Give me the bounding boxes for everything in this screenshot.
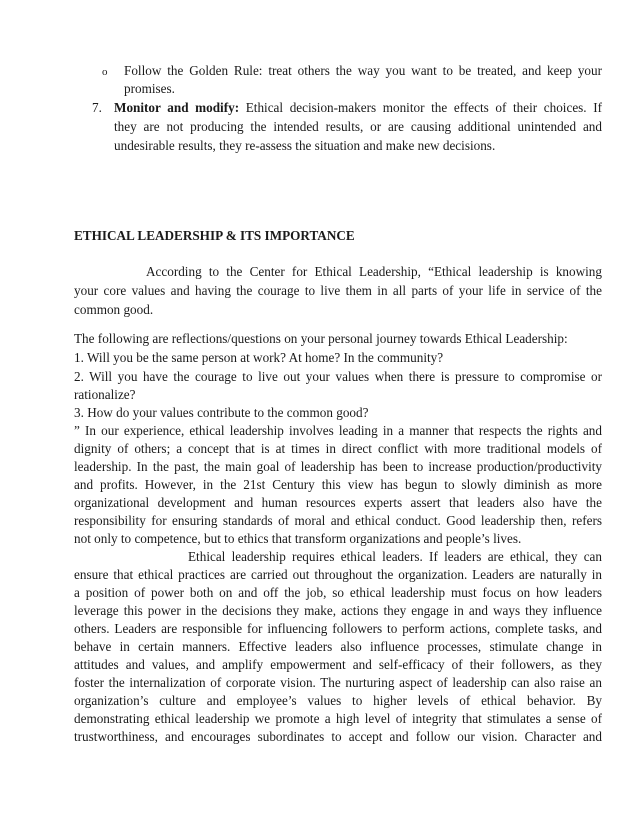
body-line: ” In our experience, ethical leadership involves leading in a manner that respects the rights and (74, 423, 602, 438)
body-line: rationalize? (74, 387, 136, 402)
body-line: foster the internalization of corporate vision. The nurturing aspect of leadership can also raise an (74, 675, 602, 690)
item7-label: Monitor and modify: (114, 100, 240, 115)
body-line: 2. Will you have the courage to live out your values when there is pressure to compromise or (74, 369, 602, 384)
list-number: 7. (92, 100, 102, 115)
body-line: others. Leaders are responsible for influencing followers to perform actions, complete tasks, and (74, 621, 602, 636)
body-line: ensure that ethical practices are carried out throughout the organization. Leaders are naturally in (74, 567, 602, 582)
item7-first-line (114, 99, 602, 116)
section-heading: ETHICAL LEADERSHIP & ITS IMPORTANCE (74, 228, 355, 243)
body-line: dignity of others; a concept that is at times in direct conflict with more traditional models of (74, 441, 602, 456)
item7-text: Ethical decision-makers monitor the effects of their choices. If (239, 100, 603, 115)
bullet-marker: o (102, 66, 108, 78)
body-line: leverage this power in the decisions they make, actions they engage in and ways they influence (74, 603, 602, 618)
body-line: demonstrating ethical leadership we promote a high level of integrity that stimulates a sense of (74, 711, 602, 726)
body-line: 1. Will you be the same person at work? At home? In the community? (74, 350, 444, 365)
bullet-line: Follow the Golden Rule: treat others the way you want to be treated, and keep your (124, 63, 602, 78)
body-line: attitudes and values, and amplify empowerment and self-efficacy of their followers, as they (74, 657, 602, 672)
item7-line: they are not producing the intended results, or are causing additional unintended and (114, 119, 602, 134)
body-line: The following are reflections/questions on your personal journey towards Ethical Leadership: (74, 331, 568, 346)
body-line: behave in certain manners. Effective leaders also influence processes, stimulate change in (74, 639, 602, 654)
body-line: 3. How do your values contribute to the common good? (74, 405, 369, 420)
intro-line: According to the Center for Ethical Leadership, “Ethical leadership is knowing (146, 264, 602, 279)
item7-line: undesirable results, they re-assess the situation and make new decisions. (114, 138, 496, 153)
body-line: leadership. In the past, the main goal of leadership has been to increase production/productivity (74, 459, 602, 474)
body-line: trustworthiness, and encourages subordinates to accept and follow our vision. Character and (74, 729, 602, 744)
body-line: responsibility for ensuring standards of moral and ethical conduct. Good leadership then, refers (74, 513, 602, 528)
body-line: not only to competence, but to ethics that transform organizations and people’s lives. (74, 531, 522, 546)
body-line: Ethical leadership requires ethical leaders. If leaders are ethical, they can (188, 549, 602, 564)
intro-line: common good. (74, 302, 154, 317)
intro-line: your core values and having the courage to live them in all parts of your life in service of the (74, 283, 602, 298)
bullet-line: promises. (124, 81, 175, 96)
body-line: a position of power both on and off the job, so ethical leadership must focus on how leaders (74, 585, 602, 600)
body-line: organizational development and human resources experts assert that leaders also have the (74, 495, 602, 510)
body-line: organization’s culture and employee’s values to higher levels of ethical behavior. By (74, 693, 602, 708)
body-line: and profits. However, in the 21st Century this view has begun to slowly diminish as more (74, 477, 602, 492)
